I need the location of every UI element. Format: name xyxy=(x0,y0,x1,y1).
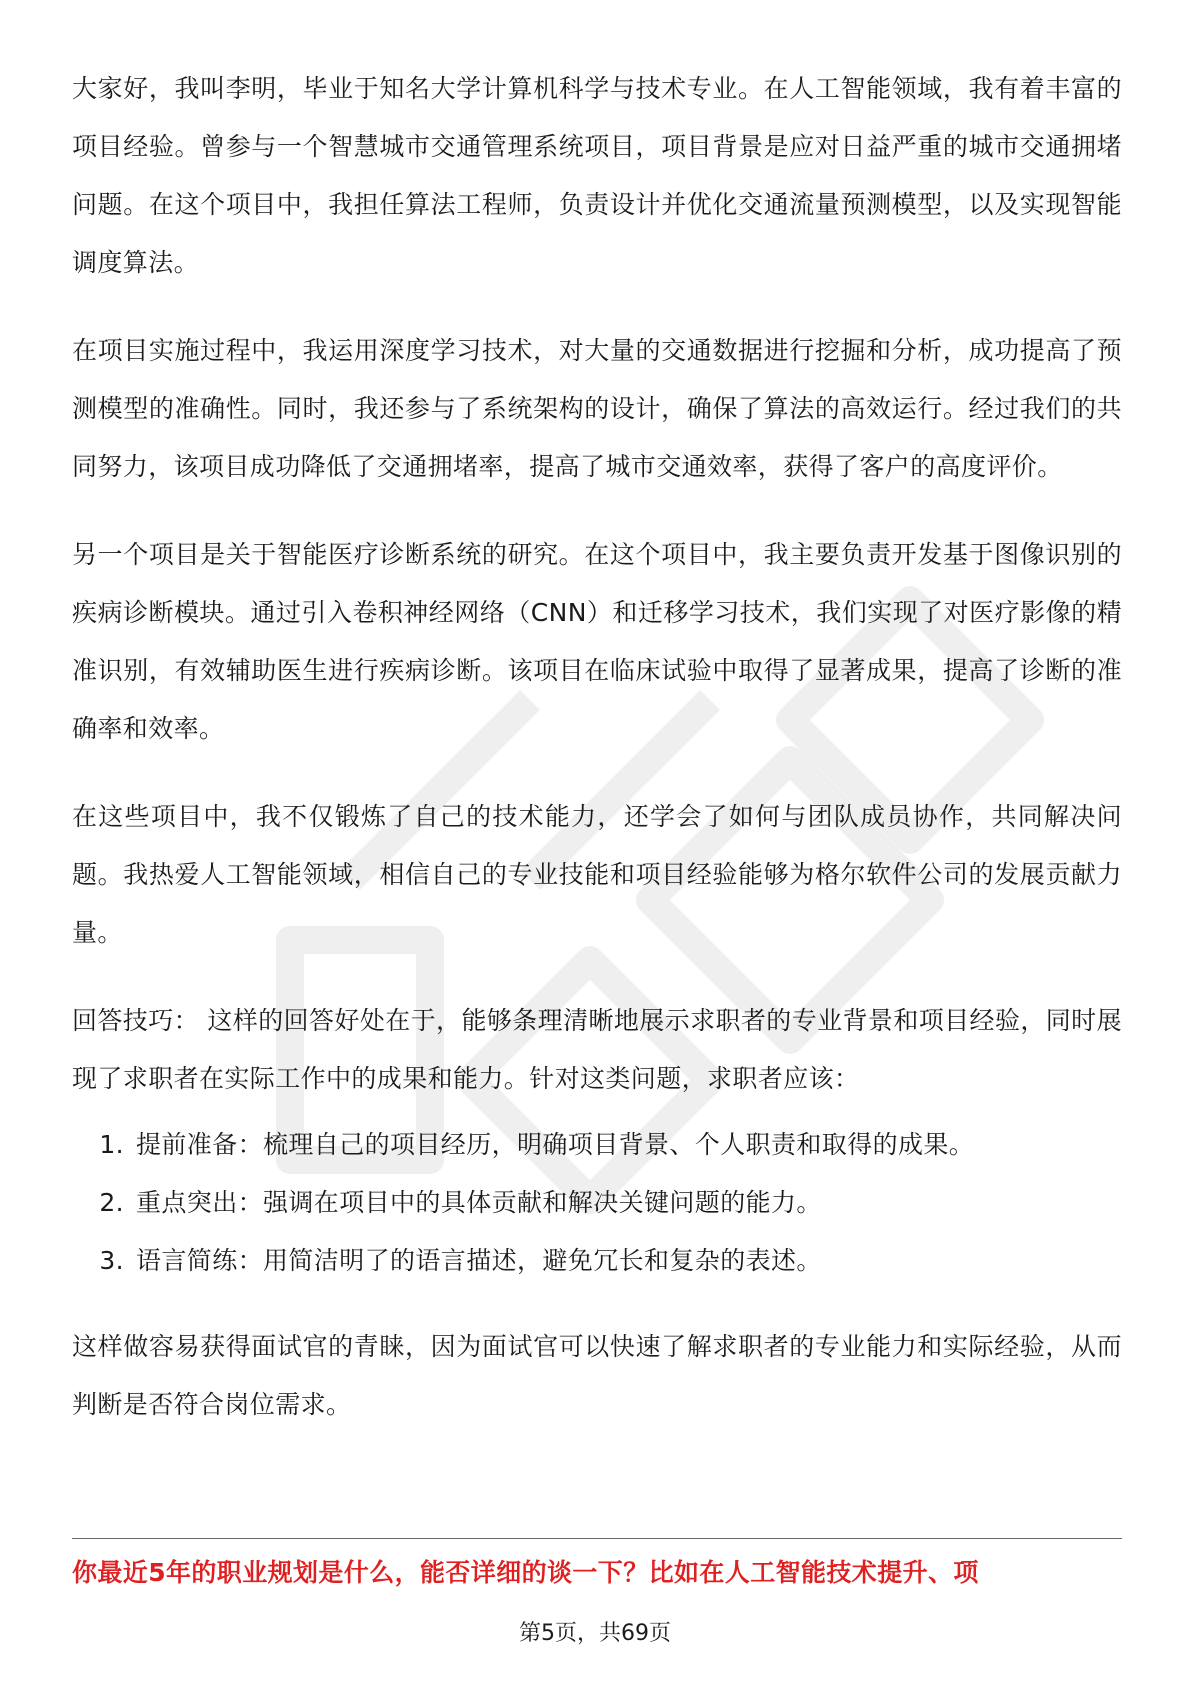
list-item-text: 语言简练：用简洁明了的语言描述，避免冗长和复杂的表述。 xyxy=(136,1246,822,1275)
list-item xyxy=(72,1232,1122,1290)
next-question-heading: 你最近5年的职业规划是什么，能否详细的谈一下？比如在人工智能技术提升、项 xyxy=(72,1558,979,1587)
list-item-number: 2. xyxy=(99,1188,124,1217)
list-item xyxy=(72,1116,1122,1174)
list-item xyxy=(72,1174,1122,1232)
paragraph-answer-tips: 回答技巧： 这样的回答好处在于，能够条理清晰地展示求职者的专业背景和项目经验，同时展现了求职者在实际工作中的成果和能力。针对这类问题，求职者应该： xyxy=(72,1006,1122,1093)
list-item-text: 提前准备：梳理自己的项目经历，明确项目背景、个人职责和取得的成果。 xyxy=(136,1130,975,1159)
list-item-text: 重点突出：强调在项目中的具体贡献和解决关键问题的能力。 xyxy=(136,1188,822,1217)
main-content xyxy=(72,60,1122,1464)
tips-list xyxy=(72,1116,1122,1290)
paragraph-closing: 这样做容易获得面试官的青睐，因为面试官可以快速了解求职者的专业能力和实际经验，从而判断是否符合岗位需求。 xyxy=(72,1332,1122,1419)
paragraph-summary: 在这些项目中，我不仅锻炼了自己的技术能力，还学会了如何与团队成员协作，共同解决问题。我热爱人工智能领域，相信自己的专业技能和项目经验能够为格尔软件公司的发展贡献力量。 xyxy=(72,802,1122,947)
paragraph-intro: 大家好，我叫李明，毕业于知名大学计算机科学与技术专业。在人工智能领域，我有着丰富的项目经验。曾参与一个智慧城市交通管理系统项目，项目背景是应对日益严重的城市交通拥堵问题。在这个项目中，我担任算法工程师，负责设计并优化交通流量预测模型，以及实现智能调度算法。 xyxy=(72,74,1122,277)
paragraph-implementation: 在项目实施过程中，我运用深度学习技术，对大量的交通数据进行挖掘和分析，成功提高了预测模型的准确性。同时，我还参与了系统架构的设计，确保了算法的高效运行。经过我们的共同努力，该项目成功降低了交通拥堵率，提高了城市交通效率，获得了客户的高度评价。 xyxy=(72,336,1122,481)
paragraph-medical-project: 另一个项目是关于智能医疗诊断系统的研究。在这个项目中，我主要负责开发基于图像识别的疾病诊断模块。通过引入卷积神经网络（CNN）和迁移学习技术，我们实现了对医疗影像的精准识别，有效辅助医生进行疾病诊断。该项目在临床试验中取得了显著成果，提高了诊断的准确率和效率。 xyxy=(72,540,1122,743)
section-divider xyxy=(72,1538,1122,1539)
list-item-number: 1. xyxy=(99,1130,124,1159)
list-item-number: 3. xyxy=(99,1246,124,1275)
page-footer: 第5页，共69页 xyxy=(519,1621,671,1646)
